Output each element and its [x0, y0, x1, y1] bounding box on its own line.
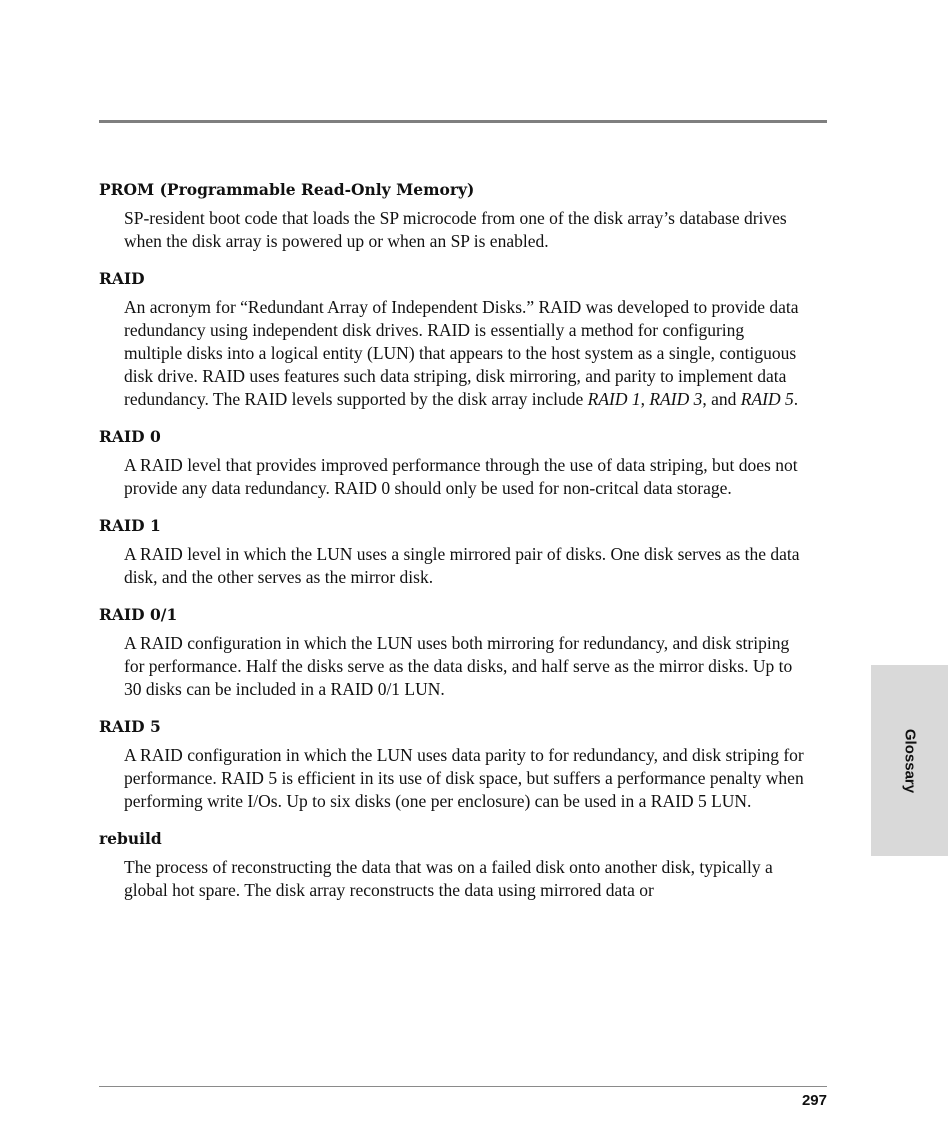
glossary-term: RAID 5 — [99, 717, 161, 736]
glossary-definition: A RAID configuration in which the LUN uses data parity to for redundancy, and disk striping for performance. RAID 5 is efficient in its use of disk space, but suffers a performance penalty when performing write I/Os. Up to six disks (one per enclosure) can be used in a RAID 5 LUN. — [124, 745, 804, 811]
definition-text: An acronym for “Redundant Array of Independent Disks.” RAID was developed to provide data redundancy using independent disk drives. RAID is essentially a method for configuring multiple disks into a logical entity (LUN) that appears to the host system as a single, contiguous disk drive. RAID uses features such data striping, disk mirroring, and parity to implement data redundancy. The RAID levels supported by the disk array include — [124, 297, 799, 409]
glossary-term: rebuild — [99, 829, 162, 848]
glossary-definition: A RAID level in which the LUN uses a single mirrored pair of disks. One disk serves as the data disk, and the other serves as the mirror disk. — [124, 544, 800, 587]
header-rule — [99, 120, 827, 123]
glossary-definition: The process of reconstructing the data that was on a failed disk onto another disk, typically a global hot spare. The disk array reconstructs the data using mirrored data or — [124, 857, 773, 900]
section-tab-label: Glossary — [901, 728, 918, 793]
glossary-entry-raid-0 — [99, 425, 799, 500]
glossary-term: RAID 0/1 — [99, 605, 178, 624]
glossary-entry-raid-1 — [99, 514, 799, 589]
glossary-term: RAID 0 — [99, 427, 161, 446]
glossary-entry-raid-0-1 — [99, 603, 799, 701]
definition-emphasis: RAID 1 — [587, 389, 641, 409]
glossary-entry-raid — [99, 267, 799, 411]
definition-text: , and — [702, 389, 741, 409]
glossary-definition: A RAID level that provides improved performance through the use of data striping, but does not provide any data redundancy. RAID 0 should only be used for non-critcal data storage. — [124, 455, 798, 498]
footer-rule — [99, 1086, 827, 1087]
glossary-term: RAID — [99, 269, 145, 288]
glossary-definition: SP-resident boot code that loads the SP microcode from one of the disk array’s database drives when the disk array is powered up or when an SP is enabled. — [124, 208, 787, 251]
glossary-entry-prom — [99, 178, 799, 253]
glossary-content — [99, 178, 804, 916]
glossary-term: RAID 1 — [99, 516, 161, 535]
glossary-definition: A RAID configuration in which the LUN uses both mirroring for redundancy, and disk striping for performance. Half the disks serve as the data disks, and half serve as the mirror disks. Up to 30 disks can be included in a RAID 0/1 LUN. — [124, 633, 793, 699]
glossary-entry-raid-5 — [99, 715, 804, 813]
glossary-term: PROM (Programmable Read-Only Memory) — [99, 180, 475, 199]
glossary-definition — [124, 296, 804, 411]
definition-emphasis: RAID 3 — [649, 389, 703, 409]
definition-emphasis: RAID 5 — [740, 389, 794, 409]
page-number: 297 — [801, 1092, 827, 1109]
definition-text: . — [793, 389, 799, 409]
section-tab — [871, 665, 948, 856]
definition-text: , — [640, 389, 650, 409]
glossary-entry-rebuild — [99, 827, 799, 902]
